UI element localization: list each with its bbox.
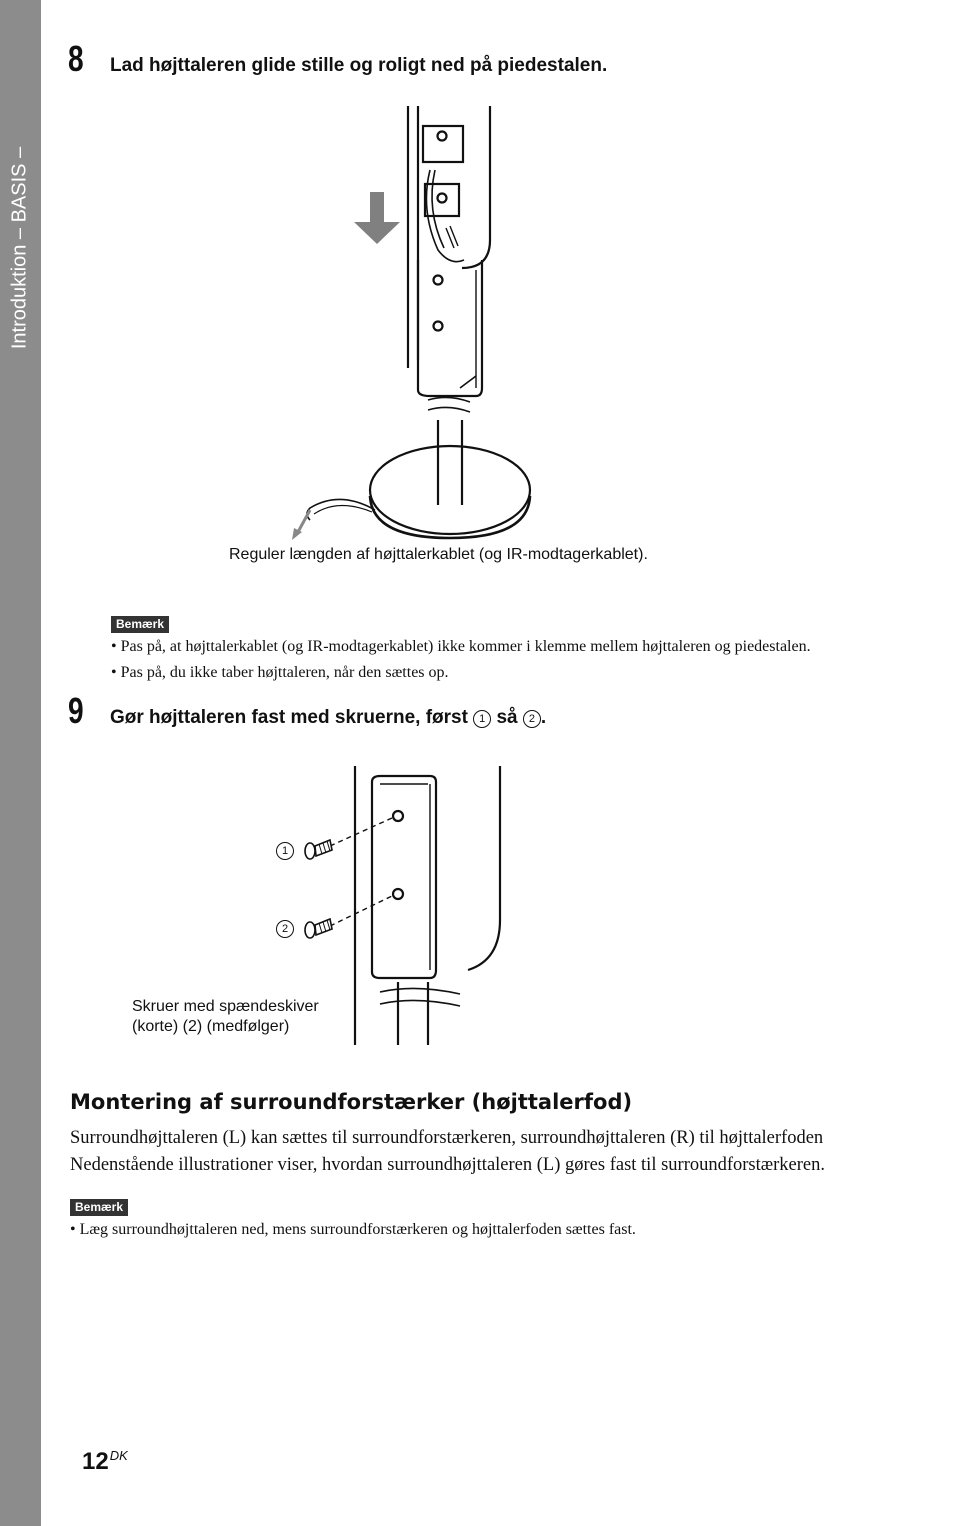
speaker-pedestal-illustration	[280, 100, 580, 540]
step-9-text-after: .	[540, 707, 547, 728]
circled-number-marker: 2	[523, 710, 541, 728]
note-badge: Bemærk	[70, 1199, 128, 1216]
page-number	[82, 1448, 128, 1476]
note-bullet: • Læg surroundhøjttaleren ned, mens surroundforstærkeren og højttalerfoden sættes fast.	[70, 1221, 636, 1238]
screw-caption-line-1: Skruer med spændeskiver	[132, 998, 319, 1015]
section-paragraph-line-1: Surroundhøjttaleren (L) kan sættes til surroundforstærkeren, surroundhøjttaleren (R) til højttalerfoden	[70, 1128, 824, 1148]
section-paragraph-line-2: Nedenstående illustrationer viser, hvordan surroundhøjttaleren (L) gøres fast til surroundforstærkeren.	[70, 1155, 825, 1175]
step-8-caption: Reguler længden af højttalerkablet (og IR-modtagerkablet).	[229, 546, 648, 563]
step-8-number: 8	[68, 38, 84, 79]
circled-number-marker: 1	[473, 710, 491, 728]
note-bullet: • Pas på, du ikke taber højttaleren, når den sættes op.	[111, 664, 449, 681]
side-tab-label: Introduktion – BASIS –	[8, 146, 31, 350]
step-9-text-middle: så	[496, 707, 518, 728]
step-8-text: Lad højttaleren glide stille og roligt ned på piedestalen.	[110, 55, 608, 76]
page-number-suffix: DK	[109, 1448, 128, 1463]
step-9-text	[110, 707, 546, 729]
note-bullet: • Pas på, at højttalerkablet (og IR-modtagerkablet) ikke kommer i klemme mellem højttaleren og piedestalen.	[111, 638, 811, 655]
side-section-tab	[0, 0, 41, 1526]
page-number-value: 12	[82, 1448, 109, 1475]
screw-label-2: 2	[276, 920, 294, 938]
screw-mounting-illustration	[300, 760, 520, 1050]
note-badge: Bemærk	[111, 616, 169, 633]
step-8	[68, 38, 607, 80]
screw-label-1: 1	[276, 842, 294, 860]
step-9	[68, 690, 546, 732]
section-heading: Montering af surroundforstærker (højttalerfod)	[70, 1090, 633, 1114]
step-9-number: 9	[68, 690, 84, 731]
step-9-text-before: Gør højttaleren fast med skruerne, først	[110, 707, 468, 728]
screw-caption-line-2: (korte) (2) (medfølger)	[132, 1018, 290, 1035]
